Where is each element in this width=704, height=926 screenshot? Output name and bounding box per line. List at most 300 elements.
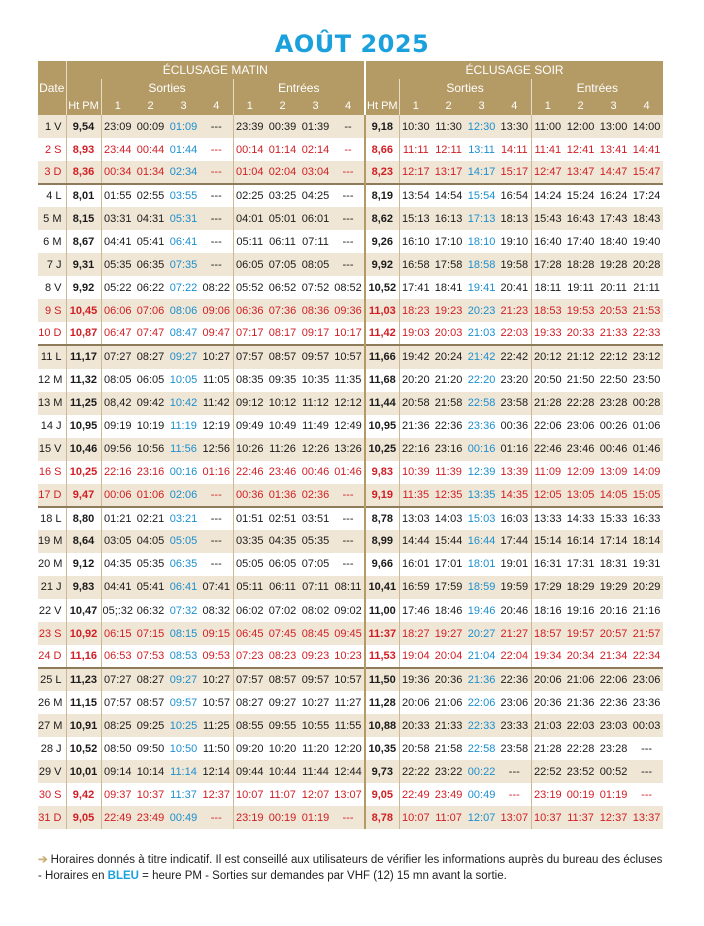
time-cell: 17:14 bbox=[597, 530, 630, 553]
table-row bbox=[38, 184, 663, 207]
time-cell: 17:58 bbox=[432, 253, 465, 276]
time-cell: 18:11 bbox=[531, 276, 564, 299]
time-cell: 12:47 bbox=[531, 161, 564, 184]
table-row bbox=[38, 553, 663, 576]
time-cell: 23:49 bbox=[432, 783, 465, 806]
time-cell: 10:25 bbox=[167, 714, 200, 737]
time-cell: 19:29 bbox=[597, 576, 630, 599]
time-cell: 11:00 bbox=[531, 115, 564, 138]
time-cell: 21:06 bbox=[432, 691, 465, 714]
time-cell: 05:52 bbox=[233, 276, 266, 299]
time-cell: --- bbox=[200, 484, 233, 507]
evening-entrees-col-4: 4 bbox=[630, 97, 663, 115]
time-cell: 11:26 bbox=[266, 438, 299, 461]
time-cell: 21:28 bbox=[531, 737, 564, 760]
ht-pm-evening-cell: 11:37 bbox=[365, 622, 399, 645]
time-cell: 20:16 bbox=[597, 599, 630, 622]
time-cell: 20:27 bbox=[465, 622, 498, 645]
time-cell: 22:49 bbox=[101, 806, 134, 829]
time-cell: 19:58 bbox=[498, 253, 531, 276]
time-cell: 22:50 bbox=[597, 369, 630, 392]
time-cell: 21:28 bbox=[531, 392, 564, 415]
time-cell: --- bbox=[630, 783, 663, 806]
date-cell: 30 S bbox=[38, 783, 66, 806]
time-cell: 03:05 bbox=[101, 530, 134, 553]
time-cell: -- bbox=[332, 138, 365, 161]
time-cell: 12:17 bbox=[399, 161, 432, 184]
time-cell: 12:37 bbox=[200, 783, 233, 806]
time-cell: 21:04 bbox=[465, 645, 498, 668]
time-cell: 11:37 bbox=[167, 783, 200, 806]
time-cell: 17:24 bbox=[630, 184, 663, 207]
time-cell: 20:36 bbox=[432, 668, 465, 691]
time-cell: 21:12 bbox=[564, 345, 597, 368]
ht-spacer-morning bbox=[66, 79, 101, 97]
date-cell: 31 D bbox=[38, 806, 66, 829]
time-cell: 11:55 bbox=[332, 714, 365, 737]
ht-pm-morning-cell: 10,92 bbox=[66, 622, 101, 645]
time-cell: 06:01 bbox=[299, 207, 332, 230]
table-row bbox=[38, 415, 663, 438]
time-cell: 13:33 bbox=[531, 507, 564, 530]
time-cell: 14:44 bbox=[399, 530, 432, 553]
time-cell: 08:52 bbox=[332, 276, 365, 299]
time-cell: 08:45 bbox=[299, 622, 332, 645]
time-cell: 15:05 bbox=[630, 484, 663, 507]
time-cell: 21:06 bbox=[564, 668, 597, 691]
time-cell: 09:57 bbox=[299, 345, 332, 368]
time-cell: 03:21 bbox=[167, 507, 200, 530]
time-cell: 18:29 bbox=[564, 576, 597, 599]
time-cell: 20:33 bbox=[564, 322, 597, 345]
time-cell: 21:03 bbox=[531, 714, 564, 737]
time-cell: 16:40 bbox=[531, 230, 564, 253]
time-cell: 02:36 bbox=[299, 484, 332, 507]
time-cell: 10:37 bbox=[531, 806, 564, 829]
morning-entrees-col-1: 1 bbox=[233, 97, 266, 115]
time-cell: 02:34 bbox=[167, 161, 200, 184]
date-cell: 4 L bbox=[38, 184, 66, 207]
time-cell: 20:06 bbox=[399, 691, 432, 714]
ht-pm-morning-cell: 11,25 bbox=[66, 392, 101, 415]
evening-sorties-col-3: 3 bbox=[465, 97, 498, 115]
time-cell: 00:52 bbox=[597, 760, 630, 783]
time-cell: 01:39 bbox=[299, 115, 332, 138]
time-cell: 18:28 bbox=[564, 253, 597, 276]
time-cell: 10:17 bbox=[332, 322, 365, 345]
time-cell: 21:58 bbox=[432, 392, 465, 415]
time-cell: 20:04 bbox=[432, 645, 465, 668]
time-cell: 07:35 bbox=[167, 253, 200, 276]
time-cell: --- bbox=[200, 115, 233, 138]
time-cell: 09:27 bbox=[266, 691, 299, 714]
time-cell: 10:07 bbox=[233, 783, 266, 806]
time-cell: 09:37 bbox=[101, 783, 134, 806]
time-cell: 11:35 bbox=[399, 484, 432, 507]
time-cell: 00:26 bbox=[597, 415, 630, 438]
time-cell: 12:09 bbox=[564, 461, 597, 484]
time-cell: 01:16 bbox=[498, 438, 531, 461]
time-cell: 15:03 bbox=[465, 507, 498, 530]
time-cell: 07:23 bbox=[233, 645, 266, 668]
evening-sorties-col-4: 4 bbox=[498, 97, 531, 115]
ht-pm-evening-cell: 10,41 bbox=[365, 576, 399, 599]
table-row bbox=[38, 230, 663, 253]
ht-pm-morning-header: Ht PM bbox=[66, 97, 101, 115]
time-cell: 02:04 bbox=[266, 161, 299, 184]
time-cell: 06:32 bbox=[134, 599, 167, 622]
time-cell: 11:27 bbox=[332, 691, 365, 714]
time-cell: 11:49 bbox=[299, 415, 332, 438]
table-row bbox=[38, 691, 663, 714]
time-cell: 13:39 bbox=[498, 461, 531, 484]
date-cell: 22 V bbox=[38, 599, 66, 622]
time-cell: 20:06 bbox=[531, 668, 564, 691]
time-cell: --- bbox=[498, 760, 531, 783]
time-cell: 17:59 bbox=[432, 576, 465, 599]
time-cell: 01:44 bbox=[167, 138, 200, 161]
time-cell: 22:46 bbox=[233, 461, 266, 484]
time-cell: 05:35 bbox=[101, 253, 134, 276]
time-cell: 19:10 bbox=[498, 230, 531, 253]
time-cell: 05:35 bbox=[299, 530, 332, 553]
time-cell: --- bbox=[630, 760, 663, 783]
ht-pm-evening-cell: 8,99 bbox=[365, 530, 399, 553]
time-cell: 08:06 bbox=[167, 299, 200, 322]
time-cell: 00:06 bbox=[101, 484, 134, 507]
ht-pm-evening-cell: 8,66 bbox=[365, 138, 399, 161]
time-cell: 11:37 bbox=[564, 806, 597, 829]
time-cell: 23:19 bbox=[531, 783, 564, 806]
time-cell: 04:41 bbox=[101, 230, 134, 253]
time-cell: 20:29 bbox=[630, 576, 663, 599]
ht-pm-evening-cell: 8,78 bbox=[365, 806, 399, 829]
time-cell: 11:11 bbox=[399, 138, 432, 161]
time-cell: 15:14 bbox=[531, 530, 564, 553]
date-cell: 23 S bbox=[38, 622, 66, 645]
time-cell: 12:56 bbox=[200, 438, 233, 461]
time-cell: 18:53 bbox=[531, 299, 564, 322]
time-cell: --- bbox=[332, 553, 365, 576]
date-cell: 26 M bbox=[38, 691, 66, 714]
time-cell: 19:11 bbox=[564, 276, 597, 299]
time-cell: 21:27 bbox=[498, 622, 531, 645]
time-cell: 09:27 bbox=[167, 345, 200, 368]
time-cell: 12:12 bbox=[332, 392, 365, 415]
ht-pm-morning-cell: 8,67 bbox=[66, 230, 101, 253]
time-cell: 23:16 bbox=[134, 461, 167, 484]
time-cell: 07:32 bbox=[167, 599, 200, 622]
time-cell: --- bbox=[332, 161, 365, 184]
date-cell: 13 M bbox=[38, 392, 66, 415]
time-cell: 10:42 bbox=[167, 392, 200, 415]
time-cell: 18:40 bbox=[597, 230, 630, 253]
time-cell: 12:41 bbox=[564, 138, 597, 161]
time-cell: 00:22 bbox=[465, 760, 498, 783]
table-row bbox=[38, 322, 663, 345]
ht-pm-morning-cell: 10,52 bbox=[66, 737, 101, 760]
time-cell: 04:25 bbox=[299, 184, 332, 207]
time-cell: 09:55 bbox=[266, 714, 299, 737]
time-cell: 11:42 bbox=[200, 392, 233, 415]
time-cell: 12:19 bbox=[200, 415, 233, 438]
time-cell: 19:16 bbox=[564, 599, 597, 622]
ht-pm-evening-cell: 10,95 bbox=[365, 415, 399, 438]
ht-pm-morning-cell: 9,12 bbox=[66, 553, 101, 576]
time-cell: 20:03 bbox=[432, 322, 465, 345]
time-cell: 10:30 bbox=[399, 115, 432, 138]
time-cell: 01:21 bbox=[101, 507, 134, 530]
time-cell: 14:00 bbox=[630, 115, 663, 138]
time-cell: 23:16 bbox=[432, 438, 465, 461]
time-cell: 22:42 bbox=[498, 345, 531, 368]
time-cell: 00:03 bbox=[630, 714, 663, 737]
time-cell: 10:14 bbox=[134, 760, 167, 783]
time-cell: 23:36 bbox=[630, 691, 663, 714]
time-cell: 08,42 bbox=[101, 392, 134, 415]
time-cell: 00:46 bbox=[597, 438, 630, 461]
time-cell: 23:03 bbox=[597, 714, 630, 737]
time-cell: 22:28 bbox=[564, 392, 597, 415]
time-cell: 14:11 bbox=[498, 138, 531, 161]
time-cell: 09:42 bbox=[134, 392, 167, 415]
time-cell: 01:19 bbox=[597, 783, 630, 806]
evening-sorties-col-2: 2 bbox=[432, 97, 465, 115]
time-cell: --- bbox=[200, 207, 233, 230]
time-cell: 19:53 bbox=[564, 299, 597, 322]
time-cell: --- bbox=[630, 737, 663, 760]
time-cell: 07:22 bbox=[167, 276, 200, 299]
time-cell: 18:16 bbox=[531, 599, 564, 622]
time-cell: 16:33 bbox=[630, 507, 663, 530]
ht-pm-morning-cell: 8,36 bbox=[66, 161, 101, 184]
time-cell: 02:51 bbox=[266, 507, 299, 530]
time-cell: 01:16 bbox=[200, 461, 233, 484]
time-cell: 23:36 bbox=[465, 415, 498, 438]
time-cell: 09:06 bbox=[200, 299, 233, 322]
table-row bbox=[38, 714, 663, 737]
time-cell: 23:58 bbox=[498, 392, 531, 415]
time-cell: 01:46 bbox=[630, 438, 663, 461]
time-cell: 09:50 bbox=[134, 737, 167, 760]
time-cell: 08:53 bbox=[167, 645, 200, 668]
time-cell: 20:46 bbox=[498, 599, 531, 622]
date-cell: 1 V bbox=[38, 115, 66, 138]
time-cell: 05;:32 bbox=[101, 599, 134, 622]
time-cell: 19:57 bbox=[564, 622, 597, 645]
time-cell: 23:19 bbox=[233, 806, 266, 829]
time-cell: 00:46 bbox=[299, 461, 332, 484]
time-cell: 05:11 bbox=[233, 230, 266, 253]
time-cell: 03:31 bbox=[101, 207, 134, 230]
ht-pm-evening-cell: 9,92 bbox=[365, 253, 399, 276]
date-cell: 17 D bbox=[38, 484, 66, 507]
time-cell: 11:56 bbox=[167, 438, 200, 461]
time-cell: 09:53 bbox=[200, 645, 233, 668]
time-cell: 13:47 bbox=[564, 161, 597, 184]
time-cell: 21:16 bbox=[630, 599, 663, 622]
table-row bbox=[38, 461, 663, 484]
time-cell: 07:02 bbox=[266, 599, 299, 622]
time-cell: 09:57 bbox=[299, 668, 332, 691]
ht-pm-evening-cell: 11,28 bbox=[365, 691, 399, 714]
table-row bbox=[38, 276, 663, 299]
time-cell: 17:43 bbox=[597, 207, 630, 230]
time-cell: 07:41 bbox=[200, 576, 233, 599]
time-cell: 23:49 bbox=[134, 806, 167, 829]
time-cell: 15:43 bbox=[531, 207, 564, 230]
time-cell: --- bbox=[332, 230, 365, 253]
time-cell: 09:47 bbox=[200, 322, 233, 345]
time-cell: 08:55 bbox=[233, 714, 266, 737]
time-cell: 12:14 bbox=[200, 760, 233, 783]
time-cell: 04:31 bbox=[134, 207, 167, 230]
time-cell: 04:05 bbox=[134, 530, 167, 553]
time-cell: 22:34 bbox=[630, 645, 663, 668]
time-cell: 09:35 bbox=[266, 369, 299, 392]
ht-pm-morning-cell: 11,32 bbox=[66, 369, 101, 392]
time-cell: 22:28 bbox=[564, 737, 597, 760]
time-cell: 23:06 bbox=[498, 691, 531, 714]
ht-pm-evening-cell: 8,19 bbox=[365, 184, 399, 207]
time-cell: 11:14 bbox=[167, 760, 200, 783]
time-cell: 20:12 bbox=[531, 345, 564, 368]
morning-sorties-col-3: 3 bbox=[167, 97, 200, 115]
time-cell: 15:17 bbox=[498, 161, 531, 184]
time-cell: 15:13 bbox=[399, 207, 432, 230]
time-cell: 11:30 bbox=[432, 115, 465, 138]
time-cell: 22:22 bbox=[399, 760, 432, 783]
time-cell: 07:15 bbox=[134, 622, 167, 645]
ht-pm-evening-cell: 8,23 bbox=[365, 161, 399, 184]
time-cell: 13:07 bbox=[332, 783, 365, 806]
time-cell: 14:05 bbox=[597, 484, 630, 507]
time-cell: 07:05 bbox=[299, 553, 332, 576]
time-cell: 16:24 bbox=[597, 184, 630, 207]
date-cell: 24 D bbox=[38, 645, 66, 668]
ht-pm-evening-cell: 10,35 bbox=[365, 737, 399, 760]
time-cell: 21:50 bbox=[564, 369, 597, 392]
ht-pm-morning-cell: 9,92 bbox=[66, 276, 101, 299]
time-cell: 08:23 bbox=[266, 645, 299, 668]
time-cell: 23:44 bbox=[101, 138, 134, 161]
time-cell: 23:52 bbox=[564, 760, 597, 783]
table-row bbox=[38, 161, 663, 184]
time-cell: 04:41 bbox=[101, 576, 134, 599]
evening-entrees-col-1: 1 bbox=[531, 97, 564, 115]
time-cell: 13:30 bbox=[498, 115, 531, 138]
time-cell: 12:35 bbox=[432, 484, 465, 507]
time-cell: 09:45 bbox=[332, 622, 365, 645]
time-cell: 17:29 bbox=[531, 576, 564, 599]
date-cell: 25 L bbox=[38, 668, 66, 691]
time-cell: 19:23 bbox=[432, 299, 465, 322]
time-cell: 16:44 bbox=[465, 530, 498, 553]
evening-entrees-col-3: 3 bbox=[597, 97, 630, 115]
time-cell: 06:36 bbox=[233, 299, 266, 322]
time-cell: 19:01 bbox=[498, 553, 531, 576]
time-cell: 09:36 bbox=[332, 299, 365, 322]
morning-sorties-col-1: 1 bbox=[101, 97, 134, 115]
time-cell: 18:46 bbox=[432, 599, 465, 622]
table-row bbox=[38, 207, 663, 230]
time-cell: 19:04 bbox=[399, 645, 432, 668]
time-cell: 11:20 bbox=[299, 737, 332, 760]
time-cell: 21:33 bbox=[432, 714, 465, 737]
time-cell: --- bbox=[332, 184, 365, 207]
date-cell: 28 J bbox=[38, 737, 66, 760]
lock-schedule-table bbox=[38, 61, 663, 829]
time-cell: 05:31 bbox=[167, 207, 200, 230]
ht-pm-morning-cell: 8,15 bbox=[66, 207, 101, 230]
time-cell: 00:16 bbox=[465, 438, 498, 461]
time-cell: 14:47 bbox=[597, 161, 630, 184]
time-cell: 23:50 bbox=[630, 369, 663, 392]
time-cell: 07:27 bbox=[101, 668, 134, 691]
time-cell: 18:23 bbox=[399, 299, 432, 322]
table-row bbox=[38, 392, 663, 415]
ht-pm-evening-cell: 9,19 bbox=[365, 484, 399, 507]
ht-pm-evening-cell: 11,03 bbox=[365, 299, 399, 322]
table-row bbox=[38, 645, 663, 668]
time-cell: 01:51 bbox=[233, 507, 266, 530]
time-cell: 22:33 bbox=[630, 322, 663, 345]
time-cell: 05:01 bbox=[266, 207, 299, 230]
date-cell: 11 L bbox=[38, 345, 66, 368]
time-cell: 15:54 bbox=[465, 184, 498, 207]
time-cell: 03:25 bbox=[266, 184, 299, 207]
time-cell: 20:24 bbox=[432, 345, 465, 368]
time-cell: 06:41 bbox=[167, 576, 200, 599]
table-row bbox=[38, 369, 663, 392]
time-cell: 06:53 bbox=[101, 645, 134, 668]
time-cell: 06:11 bbox=[266, 576, 299, 599]
morning-entrees-header: Entrées bbox=[233, 79, 365, 97]
footnote bbox=[38, 852, 668, 884]
time-cell: --- bbox=[200, 161, 233, 184]
date-cell: 29 V bbox=[38, 760, 66, 783]
ht-pm-morning-cell: 10,01 bbox=[66, 760, 101, 783]
date-cell: 15 V bbox=[38, 438, 66, 461]
time-cell: 01:14 bbox=[266, 138, 299, 161]
time-cell: 02:55 bbox=[134, 184, 167, 207]
ht-pm-morning-cell: 9,05 bbox=[66, 806, 101, 829]
time-cell: 20:50 bbox=[531, 369, 564, 392]
time-cell: 10:26 bbox=[233, 438, 266, 461]
ht-pm-evening-cell: 10,52 bbox=[365, 276, 399, 299]
time-cell: 20:53 bbox=[597, 299, 630, 322]
time-cell: 23:46 bbox=[564, 438, 597, 461]
time-cell: 02:21 bbox=[134, 507, 167, 530]
time-cell: 16:59 bbox=[399, 576, 432, 599]
time-cell: 19:36 bbox=[399, 668, 432, 691]
time-cell: 12:30 bbox=[465, 115, 498, 138]
time-cell: 23:09 bbox=[101, 115, 134, 138]
time-cell: 00:34 bbox=[101, 161, 134, 184]
time-cell: 18:43 bbox=[630, 207, 663, 230]
time-cell: 23:28 bbox=[597, 737, 630, 760]
time-cell: --- bbox=[200, 138, 233, 161]
time-cell: 20:57 bbox=[597, 622, 630, 645]
footnote-text-1: Horaires donnés à titre indicatif. Il est conseillé aux utilisateurs de vérifier les informations auprès du bureau des écluses - Horaires en bbox=[38, 854, 663, 882]
date-cell: 3 D bbox=[38, 161, 66, 184]
morning-entrees-col-4: 4 bbox=[332, 97, 365, 115]
time-cell: 11:50 bbox=[200, 737, 233, 760]
time-cell: 13:35 bbox=[465, 484, 498, 507]
time-cell: 04:01 bbox=[233, 207, 266, 230]
ht-pm-morning-cell: 11,16 bbox=[66, 645, 101, 668]
time-cell: 00:39 bbox=[266, 115, 299, 138]
